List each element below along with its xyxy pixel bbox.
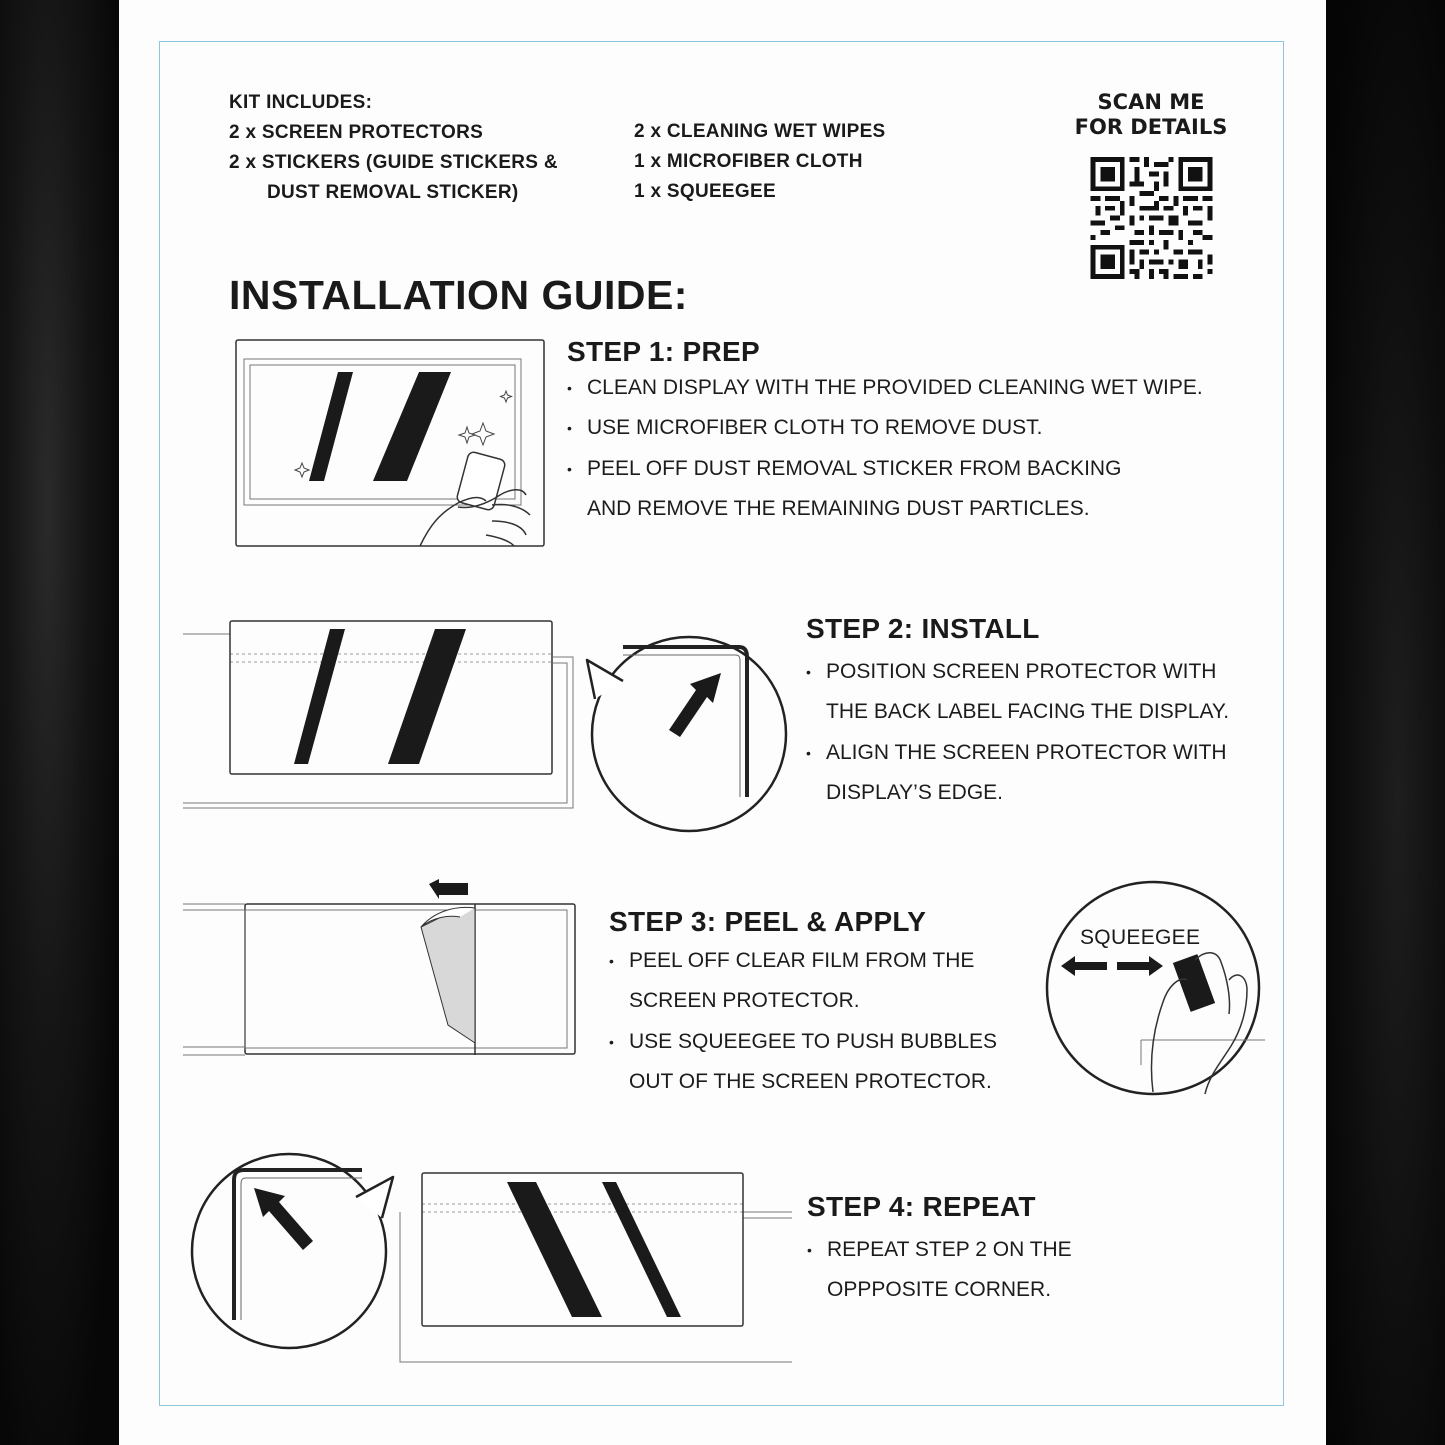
step-4-line: • REPEAT STEP 2 ON THE bbox=[807, 1230, 1072, 1270]
arrow-icon bbox=[254, 1188, 313, 1250]
squeegee bbox=[1173, 954, 1215, 1012]
display-stripe bbox=[373, 372, 451, 481]
step-4-line: OPPPOSITE CORNER. bbox=[827, 1278, 1052, 1302]
step-4-title: STEP 4: REPEAT bbox=[807, 1191, 1036, 1222]
kit-item: 1 x MICROFIBER CLOTH bbox=[634, 151, 863, 172]
kit-list-left bbox=[229, 88, 558, 208]
step-2-line: • POSITION SCREEN PROTECTOR WITH bbox=[806, 652, 1229, 692]
step-3-line: OUT OF THE SCREEN PROTECTOR. bbox=[629, 1069, 992, 1093]
step-1-line: AND REMOVE THE REMAINING DUST PARTICLES. bbox=[587, 496, 1090, 520]
squeegee-callout bbox=[1045, 880, 1265, 1100]
background-left bbox=[0, 0, 119, 1445]
step-2-instructions bbox=[806, 652, 1229, 813]
kit-item: DUST REMOVAL STICKER) bbox=[267, 182, 519, 203]
step-3-title: STEP 3: PEEL & APPLY bbox=[609, 906, 927, 937]
step-1-title: STEP 1: PREP bbox=[567, 336, 760, 367]
scan-line-1: SCAN ME bbox=[1097, 90, 1205, 114]
scan-line-2: FOR DETAILS bbox=[1074, 115, 1228, 139]
kit-item: 2 x SCREEN PROTECTORS bbox=[229, 122, 484, 143]
kit-item: 1 x SQUEEGEE bbox=[634, 181, 776, 202]
zoom-callout bbox=[587, 637, 786, 831]
protector-stripe bbox=[388, 629, 466, 764]
step-3-illustration bbox=[183, 875, 578, 1060]
zoom-callout bbox=[192, 1154, 393, 1348]
step-1-line: • PEEL OFF DUST REMOVAL STICKER FROM BACKING bbox=[567, 449, 1203, 489]
peeled-film bbox=[421, 908, 475, 1043]
step-2-title: STEP 2: INSTALL bbox=[806, 613, 1040, 644]
kit-item: 2 x STICKERS (GUIDE STICKERS & bbox=[229, 152, 558, 173]
protector-stripe bbox=[294, 629, 345, 764]
step-4-instructions bbox=[807, 1230, 1072, 1311]
double-arrow-icon bbox=[1061, 956, 1163, 976]
qr-code-icon[interactable] bbox=[1089, 157, 1214, 279]
display-stripe bbox=[309, 372, 353, 481]
squeegee-label: SQUEEGEE bbox=[1080, 926, 1201, 949]
step-2-line: • ALIGN THE SCREEN PROTECTOR WITH bbox=[806, 733, 1229, 773]
step-1-line: • CLEAN DISPLAY WITH THE PROVIDED CLEANING WET WIPE. bbox=[567, 368, 1203, 408]
step-3-line: • USE SQUEEGEE TO PUSH BUBBLES bbox=[609, 1022, 997, 1062]
step-4-illustration bbox=[192, 1140, 792, 1365]
step-2-illustration bbox=[183, 617, 788, 845]
scan-label bbox=[1061, 90, 1241, 140]
step-2-line: THE BACK LABEL FACING THE DISPLAY. bbox=[826, 700, 1230, 724]
page-title: INSTALLATION GUIDE: bbox=[229, 272, 688, 318]
protector-stripe bbox=[507, 1182, 602, 1317]
kit-item: 2 x CLEANING WET WIPES bbox=[634, 121, 886, 142]
step-1-line: • USE MICROFIBER CLOTH TO REMOVE DUST. bbox=[567, 408, 1203, 448]
arrow-icon bbox=[429, 879, 468, 899]
kit-heading: KIT INCLUDES: bbox=[229, 92, 373, 113]
hand-icon bbox=[420, 451, 530, 546]
step-3-line: SCREEN PROTECTOR. bbox=[629, 989, 860, 1013]
step-3-line: • PEEL OFF CLEAR FILM FROM THE bbox=[609, 941, 997, 981]
step-2-line: DISPLAY’S EDGE. bbox=[826, 780, 1004, 804]
background-right bbox=[1326, 0, 1445, 1445]
step-1-instructions bbox=[567, 368, 1203, 529]
arrow-icon bbox=[669, 673, 721, 737]
step-1-illustration bbox=[230, 335, 550, 550]
protector-stripe bbox=[602, 1182, 681, 1317]
step-3-instructions bbox=[609, 941, 997, 1102]
kit-list-right bbox=[634, 117, 886, 207]
